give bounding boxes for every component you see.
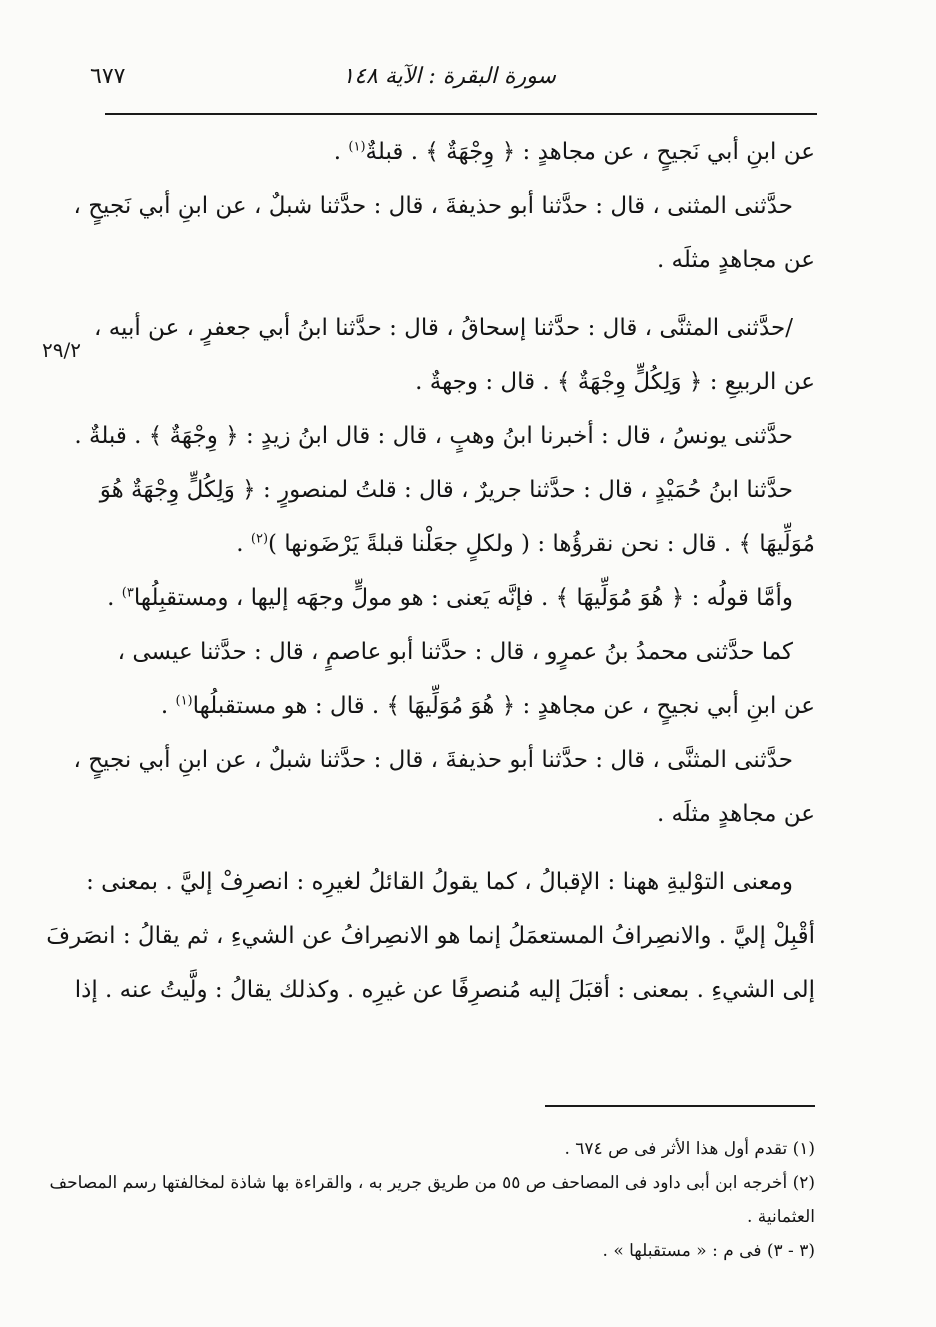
text-line: عن الربيعِ : ﴿ وَلِكُلٍّ وِجْهَةٌ ﴾ . قال : وجهةٌ . [415,369,815,395]
text-line: إلى الشيءِ . بمعنى : أقبَلَ إليه مُنصرِفًا عن غيرِه . وكذلك يقالُ : ولَّيتُ عنه . إذا [74,977,815,1003]
text-line: مُوَلِّيهَا ﴾ . قال : نحن نقرؤُها : ( ولكلٍ جعَلْنا قبلةً يَرْضَونها )$^{(٢)}$ . [236,531,815,557]
running-head: سورة البقرة : الآية ١٤٨ [342,64,556,89]
text-line: عن مجاهدٍ مثلَه . [656,801,815,827]
text-line: أقْبِلْ إليَّ . والانصِرافُ المستعمَلُ إنما هو الانصِرافُ عن الشيءِ ، ثم يقالُ : انصَرفَ [46,923,815,949]
header-rule [105,113,817,115]
text-line: حدَّثنا ابنُ حُمَيْدٍ ، قال : حدَّثنا جريرٌ ، قال : قلتُ لمنصورٍ : ﴿ وَلِكُلٍّ وِجْهَةٌ هُوَ [99,477,793,503]
page-number: ٦٧٧ [90,64,126,89]
footnote-rule [545,1105,815,1107]
footnote-ref-1b: (١) [175,693,193,709]
text-line: عن مجاهدٍ مثلَه . [656,247,815,273]
text-line: حدَّثنى المثنَّى ، قال : حدَّثنا أبو حذيفةَ ، قال : حدَّثنا شبلٌ ، عن ابنِ أبي نجيحٍ ، [73,747,793,773]
text-line: وأمَّا قولُه : ﴿ هُوَ مُوَلِّيهَا ﴾ . فإنَّه يَعنى : هو مولٍّ وجهَه إليها ، ومستقبِلُها$^{٣)}$ . [107,585,793,611]
text-line: حدَّثنى يونسُ ، قال : أخبرنا ابنُ وهبٍ ، قال : قال ابنُ زيدٍ : ﴿ وِجْهَةٌ ﴾ . قبلةٌ . [74,423,793,449]
footnote-ref-3: ٣) [121,585,134,601]
text-line: عن ابنِ أبي نَجيحٍ ، عن مجاهدٍ : ﴿ وِجْهَةٌ ﴾ . قبلةٌ$^{(١)}$ . [333,139,815,165]
text-line: عن ابنِ أبي نجيحٍ ، عن مجاهدٍ : ﴿ هُوَ مُوَلِّيهَا ﴾ . قال : هو مستقبلُها$^{(١)}$ . [160,693,815,719]
footnote-ref-1: (١) [348,139,366,155]
footnote-1: (١) تقدم أول هذا الأثر فى ص ٦٧٤ . [564,1139,815,1159]
text-line: /حدَّثنى المثنَّى ، قال : حدَّثنا إسحاقُ ، قال : حدَّثنا ابنُ أبي جعفرٍ ، عن أبيه ، [93,315,793,341]
margin-volume-page-note: ٢٩/٢ [42,338,81,362]
text-line: ومعنى التوْليةِ ههنا : الإقبالُ ، كما يقولُ القائلُ لغيرِه : انصرِفْ إليَّ . بمعنى : [86,869,793,895]
text-line: كما حدَّثنى محمدُ بنُ عمرٍو ، قال : حدَّثنا أبو عاصمٍ ، قال : حدَّثنا عيسى ، [117,639,793,665]
text-line: حدَّثنى المثنى ، قال : حدَّثنا أبو حذيفةَ ، قال : حدَّثنا شبلٌ ، عن ابنِ أبي نَجيحٍ ، [73,193,793,219]
footnote-2-cont: العثمانية . [746,1207,815,1227]
footnotes [49,1132,815,1268]
footnote-3: (٣ - ٣) فى م : « مستقبلها » . [602,1241,815,1261]
footnote-2: (٢) أخرجه ابن أبى داود فى المصاحف ص ٥٥ من طريق جرير به ، والقراءة بها شاذة لمخالفتها رسم المصاحف [49,1173,815,1193]
footnote-ref-2: (٢) [250,531,269,547]
